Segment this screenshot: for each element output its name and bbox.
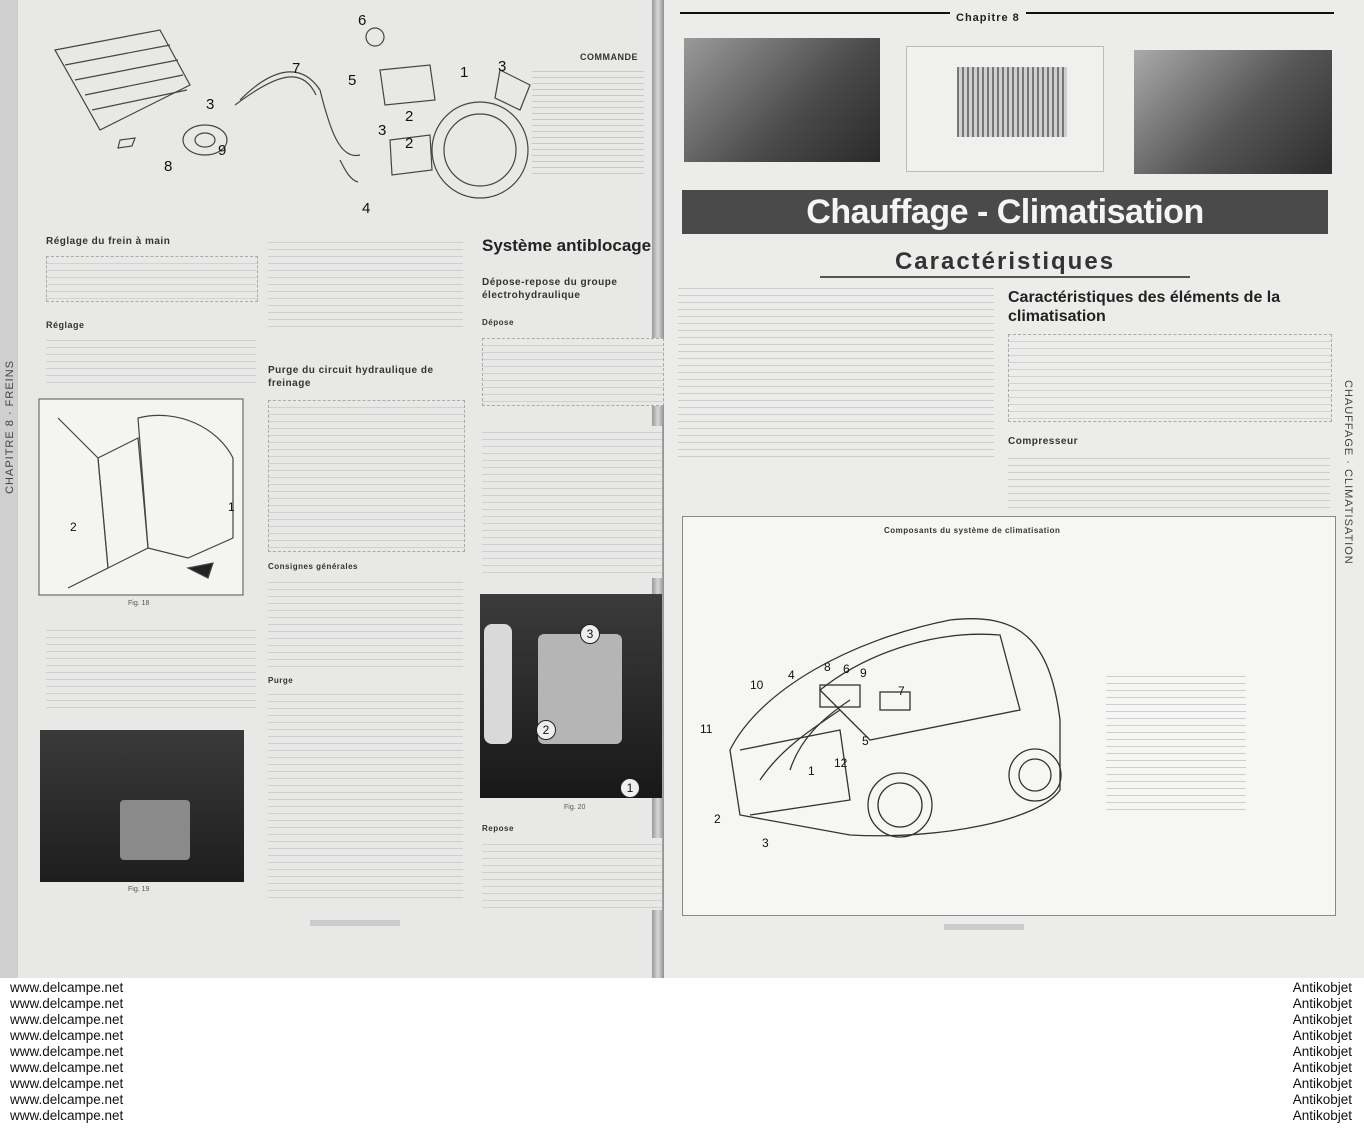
car-callout: 12 (834, 756, 848, 770)
diagram-callout: 4 (362, 200, 371, 217)
repose-subtitle: Repose (482, 824, 514, 833)
composants-title: Composants du système de climatisation (884, 526, 1061, 535)
diagram-callout: 1 (460, 64, 469, 81)
car-callout: 6 (843, 662, 850, 676)
compresseur-title: Compresseur (1008, 436, 1078, 447)
text-column (46, 624, 256, 712)
dashboard-photo-2 (1134, 50, 1332, 174)
diagram-callout: 6 (358, 12, 367, 29)
text-column (482, 838, 662, 910)
diagram-callout: 5 (348, 72, 357, 89)
consignes-title: Consignes générales (268, 562, 358, 571)
watermark-right: Antikobjet (1292, 996, 1352, 1011)
note-box (1008, 334, 1332, 422)
diagram-callout: 3 (206, 96, 215, 113)
commande-legend-block (532, 66, 644, 176)
purge-title: Purge du circuit hydraulique de freinage (268, 365, 434, 389)
fig20-caption: Fig. 20 (564, 804, 586, 811)
fig18-callout: 1 (228, 500, 235, 514)
fig20-callout: 2 (536, 720, 556, 740)
diagram-callout: 7 (292, 60, 301, 77)
watermark-right: Antikobjet (1292, 1028, 1352, 1043)
fig20-callout: 1 (620, 778, 640, 798)
chapter-label: Chapitre 8 (950, 12, 1026, 24)
caracteristiques-heading: Caractéristiques (820, 248, 1190, 278)
diagram-callout: 9 (218, 142, 227, 159)
component-legend-block (1106, 670, 1246, 810)
car-callout: 7 (898, 684, 905, 698)
purge-subtitle: Purge (268, 676, 294, 685)
car-callout: 9 (860, 666, 867, 680)
car-callout: 11 (700, 722, 713, 736)
car-callout: 4 (788, 668, 795, 682)
car-callout: 10 (750, 678, 764, 692)
elements-climatisation-title: Caractéristiques des éléments de la climatisation (1008, 289, 1281, 325)
watermark-right: Antikobjet (1292, 1012, 1352, 1027)
text-column (268, 576, 463, 668)
fig19-caption: Fig. 19 (128, 886, 150, 893)
reglage-subtitle: Réglage (46, 320, 85, 330)
watermark-left: www.delcampe.net (10, 1108, 124, 1123)
watermark-left: www.delcampe.net (10, 980, 124, 995)
watermark-right: Antikobjet (1292, 1044, 1352, 1059)
watermark-left: www.delcampe.net (10, 1044, 124, 1059)
text-column (268, 688, 463, 898)
text-column (482, 426, 662, 578)
left-page-number (310, 920, 400, 926)
diagram-callout: 2 (405, 135, 414, 152)
watermark-left: www.delcampe.net (10, 1028, 124, 1043)
watermark-right: Antikobjet (1292, 1092, 1352, 1107)
watermark-right: Antikobjet (1292, 1060, 1352, 1075)
fig18-callout: 2 (70, 520, 77, 534)
diagram-callout: 3 (378, 122, 387, 139)
fig20-callout: 3 (580, 624, 600, 644)
dashboard-photo-1 (684, 38, 880, 162)
watermark-right: Antikobjet (1292, 1076, 1352, 1091)
car-callout: 1 (808, 764, 815, 778)
left-side-tab: CHAPITRE 8 · FREINS (4, 360, 16, 494)
watermark-left: www.delcampe.net (10, 1092, 124, 1107)
watermark-left: www.delcampe.net (10, 996, 124, 1011)
commande-title: COMMANDE (580, 52, 638, 62)
note-box (268, 400, 465, 552)
watermark-right: Antikobjet (1292, 1108, 1352, 1123)
car-callout: 3 (762, 836, 769, 850)
watermark-left: www.delcampe.net (10, 1060, 124, 1075)
reglage-frein-title: Réglage du frein à main (46, 236, 171, 247)
text-column (46, 334, 256, 388)
watermark-left: www.delcampe.net (10, 1076, 124, 1091)
depose-repose-title: Dépose-repose du groupe électrohydraulique (482, 277, 618, 301)
chapter-banner: Chauffage - Climatisation (682, 190, 1328, 234)
car-callout: 2 (714, 812, 721, 826)
car-callout: 8 (824, 660, 831, 674)
text-column (1008, 452, 1330, 510)
condenser-photo (906, 46, 1104, 172)
right-page-number (944, 924, 1024, 930)
diagram-callout: 2 (405, 108, 414, 125)
watermark-right: Antikobjet (1292, 980, 1352, 995)
brake-system-diagram (40, 10, 550, 225)
depose-subtitle: Dépose (482, 318, 514, 327)
text-column (268, 236, 463, 328)
car-callout: 5 (862, 734, 869, 748)
note-box (482, 338, 664, 406)
diagram-callout: 8 (164, 158, 173, 175)
car-ac-diagram (700, 600, 1100, 860)
fig18-caption: Fig. 18 (128, 600, 150, 607)
fig20-photo (480, 594, 662, 798)
systeme-antiblocage-title: Système antiblocage (482, 236, 652, 255)
note-box (46, 256, 258, 302)
fig19-photo (40, 730, 244, 882)
fig18-handbrake-illustration (38, 398, 244, 596)
diagram-callout: 3 (498, 58, 507, 75)
watermark-left: www.delcampe.net (10, 1012, 124, 1027)
text-column (678, 282, 994, 462)
right-side-tab: CHAUFFAGE · CLIMATISATION (1342, 380, 1354, 565)
